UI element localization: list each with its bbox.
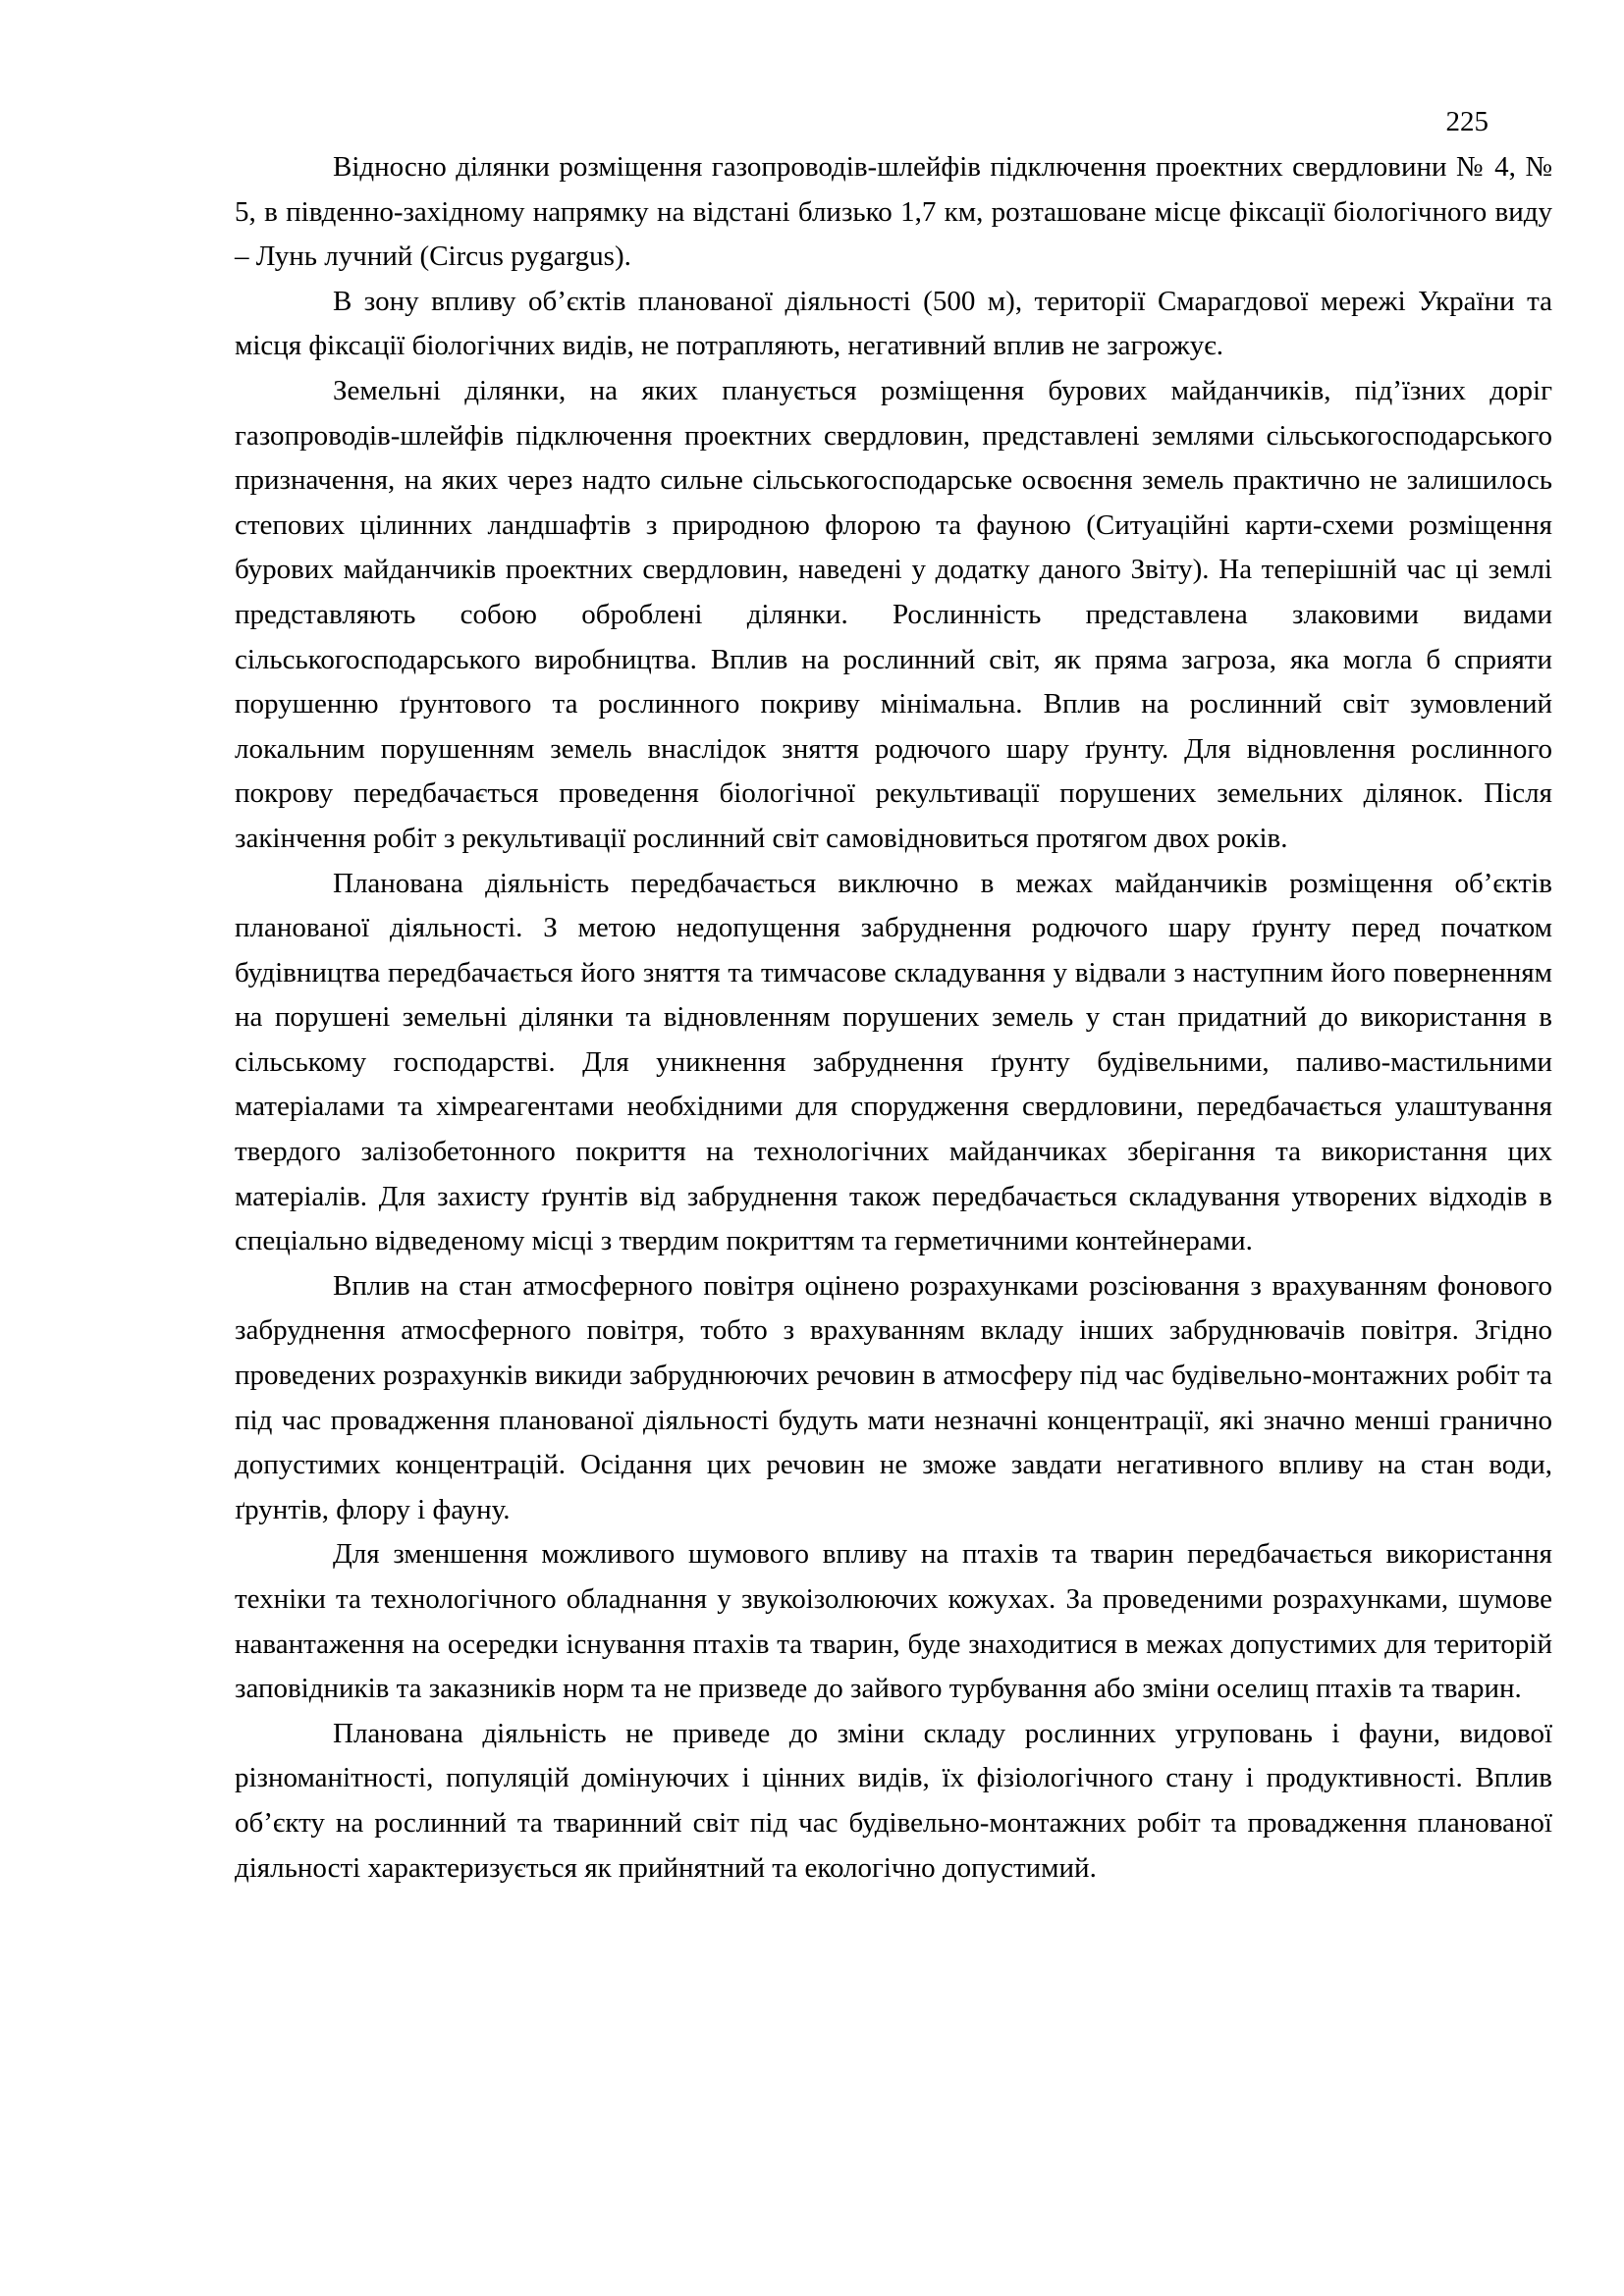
paragraph-noise-impact: Для зменшення можливого шумового впливу на птахів та тварин передбачається використання техніки та технологічного обладнання у звукоізолюючих кожухах. За проведеними розрахунками, шумове навантаження на осередки існування птахів та тварин, буде знаходитися в межах допустимих для територій заповідників та заказників норм та не призведе до зайвого турбування або зміни оселищ птахів та тварин. xyxy=(235,1538,1552,1705)
paragraph-soil-protection: Планована діяльність передбачається виключно в межах майданчиків розміщення об’єктів планованої діяльності. З метою недопущення забруднення родючого шару ґрунту перед початком будівництва передбачається його зняття та тимчасове складування у відвали з наступним його поверненням на порушені земельні ділянки та відновленням порушених земель у стан придатний до використання в сільському господарстві. Для уникнення забруднення ґрунту будівельними, паливо-мастильними матеріалами та хімреагентами необхідними для спорудження свердловини, передбачається улаштування твердого залізобетонного покриття на технологічних майданчиках зберігання та використання цих матеріалів. Для захисту ґрунтів від забруднення також передбачається складування утворених відходів в спеціально відведеному місці з твердим покриттям та герметичними контейнерами. xyxy=(235,867,1552,1257)
paragraph-impact-zone: В зону впливу об’єктів планованої діяльності (500 м), території Смарагдової мережі України та місця фіксації біологічних видів, не потрапляють, негативний вплив не загрожує. xyxy=(235,285,1552,362)
paragraph-conclusion: Планована діяльність не приведе до зміни складу рослинних угруповань і фауни, видової різноманітності, популяцій домінуючих і цінних видів, їх фізіологічного стану і продуктивності. Вплив об’єкту на рослинний та тваринний світ під час будівельно-монтажних робіт та провадження планованої діяльності характеризується як прийнятний та екологічно допустимий. xyxy=(235,1717,1552,1884)
page-number: 225 xyxy=(1445,106,1489,137)
paragraph-land-plots-vegetation: Земельні ділянки, на яких планується розміщення бурових майданчиків, під’їзних доріг газопроводів-шлейфів підключення проектних свердловин, представлені землями сільськогосподарського призначення, на яких через надто сильне сільськогосподарське освоєння земель практично не залишилось степових цілинних ландшафтів з природною флорою та фауною (Ситуаційні карти-схеми розміщення бурових майданчиків проектних свердловин, наведені у додатку даного Звіту). На теперішній час ці землі представляють собою оброблені ділянки. Рослинність представлена злаковими видами сільськогосподарського виробництва. Вплив на рослинний світ, як пряма загроза, яка могла б сприяти порушенню ґрунтового та рослинного покриву мінімальна. Вплив на рослинний світ зумовлений локальним порушенням земель внаслідок зняття родючого шару ґрунту. Для відновлення рослинного покрову передбачається проведення біологічної рекультивації порушених земельних ділянок. Після закінчення робіт з рекультивації рослинний світ самовідновиться протягом двох років. xyxy=(235,374,1552,854)
paragraph-circus-pygargus-location: Відносно ділянки розміщення газопроводів-шлейфів підключення проектних свердловини № 4, № 5, в південно-західному напрямку на відстані близько 1,7 км, розташоване місце фіксації біологічного виду – Лунь лучний (Circus pygargus). xyxy=(235,151,1552,273)
paragraph-air-impact: Вплив на стан атмосферного повітря оцінено розрахунками розсіювання з врахуванням фонового забруднення атмосферного повітря, тобто з врахуванням вкладу інших забруднювачів повітря. Згідно проведених розрахунків викиди забруднюючих речовин в атмосферу під час будівельно-монтажних робіт та під час провадження планованої діяльності будуть мати незначні концентрації, які значно менші гранично допустимих концентрацій. Осідання цих речовин не зможе завдати негативного впливу на стан води, ґрунтів, флору і фауну. xyxy=(235,1269,1552,1525)
document-body xyxy=(235,145,1552,1891)
